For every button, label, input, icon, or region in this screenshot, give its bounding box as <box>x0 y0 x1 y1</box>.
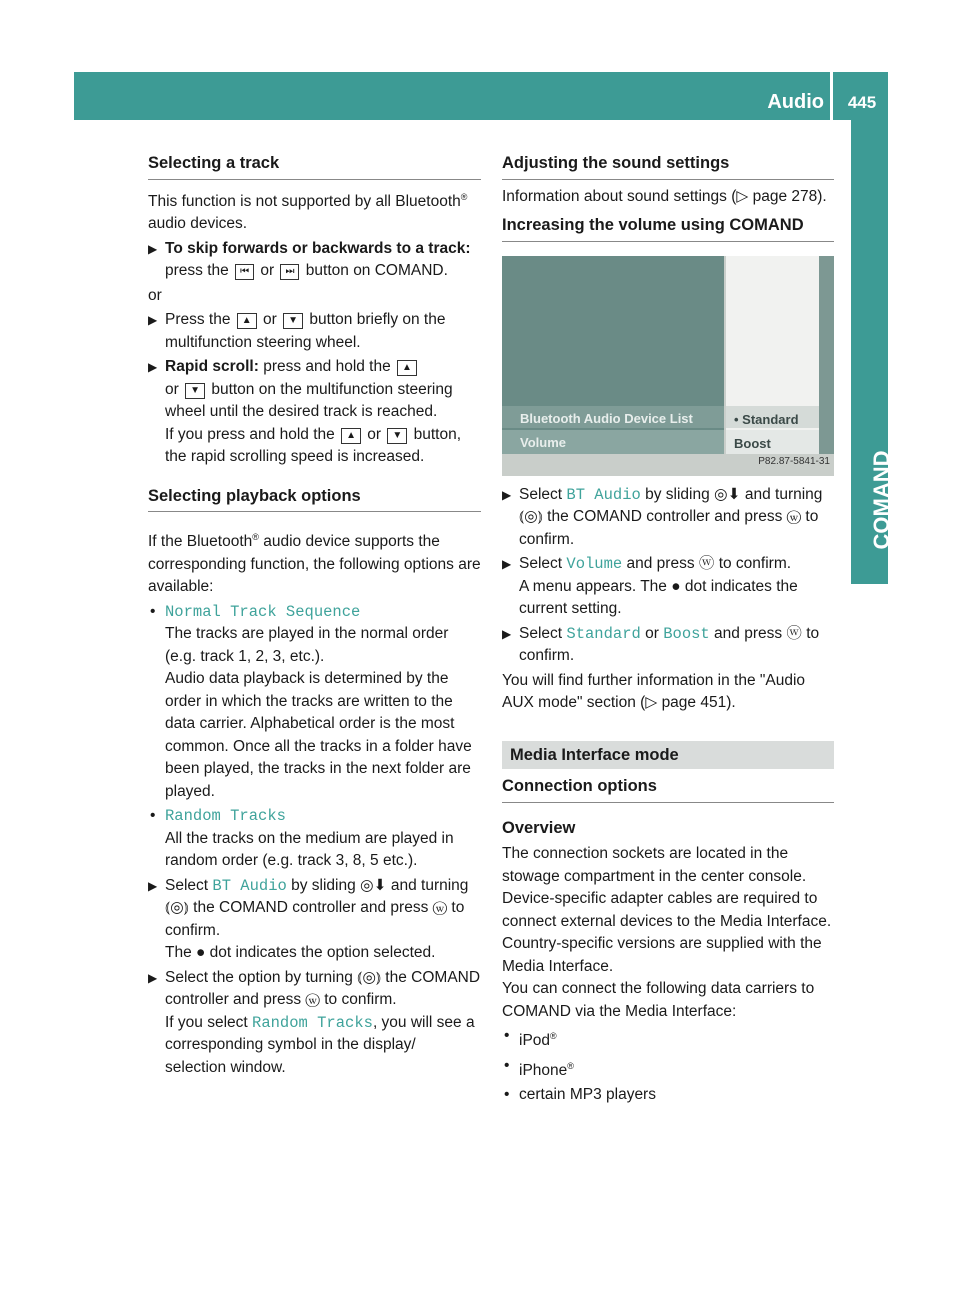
side-tab-label: COMAND <box>869 450 894 550</box>
heading-connection-options: Connection options <box>502 775 834 803</box>
bullet-icon: • <box>150 602 156 620</box>
next-track-key-icon: ⏭ <box>280 264 299 280</box>
prev-track-key-icon: ⏮ <box>235 264 254 280</box>
page-number: 445 <box>847 93 877 112</box>
up-key-icon: ▲ <box>341 428 361 444</box>
support-note: This function is not supported by all Bluetooth® audio devices. <box>148 191 468 233</box>
aux-info: You will find further information in the "Audio AUX mode" section (▷ page 451). <box>502 671 806 711</box>
figure-code: P82.87-5841-31 <box>758 456 830 467</box>
bluetooth-options-intro: If the Bluetooth® audio device supports the corresponding function, the following options are available: <box>148 532 481 596</box>
up-key-icon: ▲ <box>397 360 417 376</box>
bullet-icon: • <box>504 1086 510 1104</box>
heading-increase-volume: Increasing the volume using COMAND <box>502 214 834 242</box>
option-label: Normal Track Sequence <box>165 602 361 621</box>
sound-info: Information about sound settings (▷ page 278). <box>502 187 827 205</box>
overview-p3: You can connect the following data carriers to COMAND via the Media Interface: <box>502 980 815 1020</box>
bullet-icon: • <box>504 1027 510 1044</box>
bullet-icon: • <box>504 1056 510 1074</box>
list-item: • iPod® <box>504 1027 557 1050</box>
list-item: • iPhone® <box>504 1056 574 1079</box>
screen-menu-option: • Standard <box>726 406 819 428</box>
screen-scrollbar <box>819 256 834 454</box>
step-arrow-icon: ▶ <box>502 487 512 502</box>
step-rapid-scroll: ▶ Rapid scroll: press and hold the ▲ or ▼ button on the multifunction steering wheel until the desired track is reached. If you press and hold the ▲ or ▼ button, the rapid scrolling speed is increased. <box>148 358 462 466</box>
heading-sound-settings: Adjusting the sound settings <box>502 152 834 180</box>
step-arrow-icon: ▶ <box>502 626 512 641</box>
screen-row: Volume <box>502 430 724 454</box>
step-select-bt-audio: ▶ Select BT Audio by sliding ◎⬇ and turning ⦅◎⦆ the COMAND controller and press ⓦ to confirm. The ● dot indicates the option selected. <box>148 876 469 962</box>
heading-playback-options: Selecting playback options <box>148 485 481 513</box>
screen-menu-option: Boost <box>726 430 819 454</box>
overview-p2: Device-specific adapter cables are required to connect external devices to the Media Interface. Country-specific versions are supplied with the Media Interface. <box>502 890 832 975</box>
step-skip-track: ▶ To skip forwards or backwards to a track: press the ⏮ or ⏭ button on COMAND. <box>148 239 471 280</box>
option-label: Random Tracks <box>165 807 286 826</box>
heading-selecting-track: Selecting a track <box>148 152 481 180</box>
overview-p1: The connection sockets are located in the stowage compartment in the center console. <box>502 845 807 885</box>
step-arrow-icon: ▶ <box>148 313 158 328</box>
down-key-icon: ▼ <box>387 428 407 444</box>
list-item: • certain MP3 players <box>502 1084 834 1107</box>
screen-row: Bluetooth Audio Device List <box>502 406 724 428</box>
step-select-bt-audio: ▶ Select BT Audio by sliding ◎⬇ and turning ⦅◎⦆ the COMAND controller and press ⓦ to confirm. <box>502 485 823 548</box>
comand-screenshot <box>502 256 834 476</box>
page-section-title: Audio <box>767 91 824 113</box>
heading-overview: Overview <box>502 818 576 837</box>
step-arrow-icon: ▶ <box>148 970 158 985</box>
step-select-option: ▶ Select the option by turning ⦅◎⦆ the COMAND controller and press ⓦ to confirm. If you select Random Tracks, you will see a corresponding symbol in the display/ selection window. <box>148 968 481 1076</box>
header-divider <box>830 72 833 120</box>
right-column <box>502 152 834 1109</box>
option-random-tracks: • Random Tracks All the tracks on the medium are played in random order (e.g. track 3, 8, 5 etc.). <box>150 807 454 870</box>
step-select-volume: ▶ Select Volume and press ⓦ to confirm. A menu appears. The ● dot indicates the current setting. <box>502 555 798 617</box>
step-press-briefly: ▶ Press the ▲ or ▼ button briefly on the multifunction steering wheel. <box>148 311 446 351</box>
step-arrow-icon: ▶ <box>148 878 158 893</box>
down-key-icon: ▼ <box>283 313 303 329</box>
option-normal-sequence: • Normal Track Sequence The tracks are played in the normal order (e.g. track 1, 2, 3, etc.). Audio data playback is determined by the order in which the tracks are written to the data carrier. Alphabetical order is the most common. Once all the tracks in a folder have been played, the tracks in the next folder are played. <box>150 602 472 800</box>
section-media-interface: Media Interface mode <box>502 741 834 770</box>
bullet-icon: • <box>150 807 156 825</box>
left-column <box>148 152 481 1081</box>
down-key-icon: ▼ <box>185 383 205 399</box>
step-arrow-icon: ▶ <box>148 241 158 256</box>
step-select-standard-boost: ▶ Select Standard or Boost and press ⓦ to confirm. <box>502 624 820 664</box>
up-key-icon: ▲ <box>237 313 257 329</box>
or-text: or <box>148 286 162 304</box>
step-arrow-icon: ▶ <box>148 360 158 375</box>
step-arrow-icon: ▶ <box>502 557 512 571</box>
